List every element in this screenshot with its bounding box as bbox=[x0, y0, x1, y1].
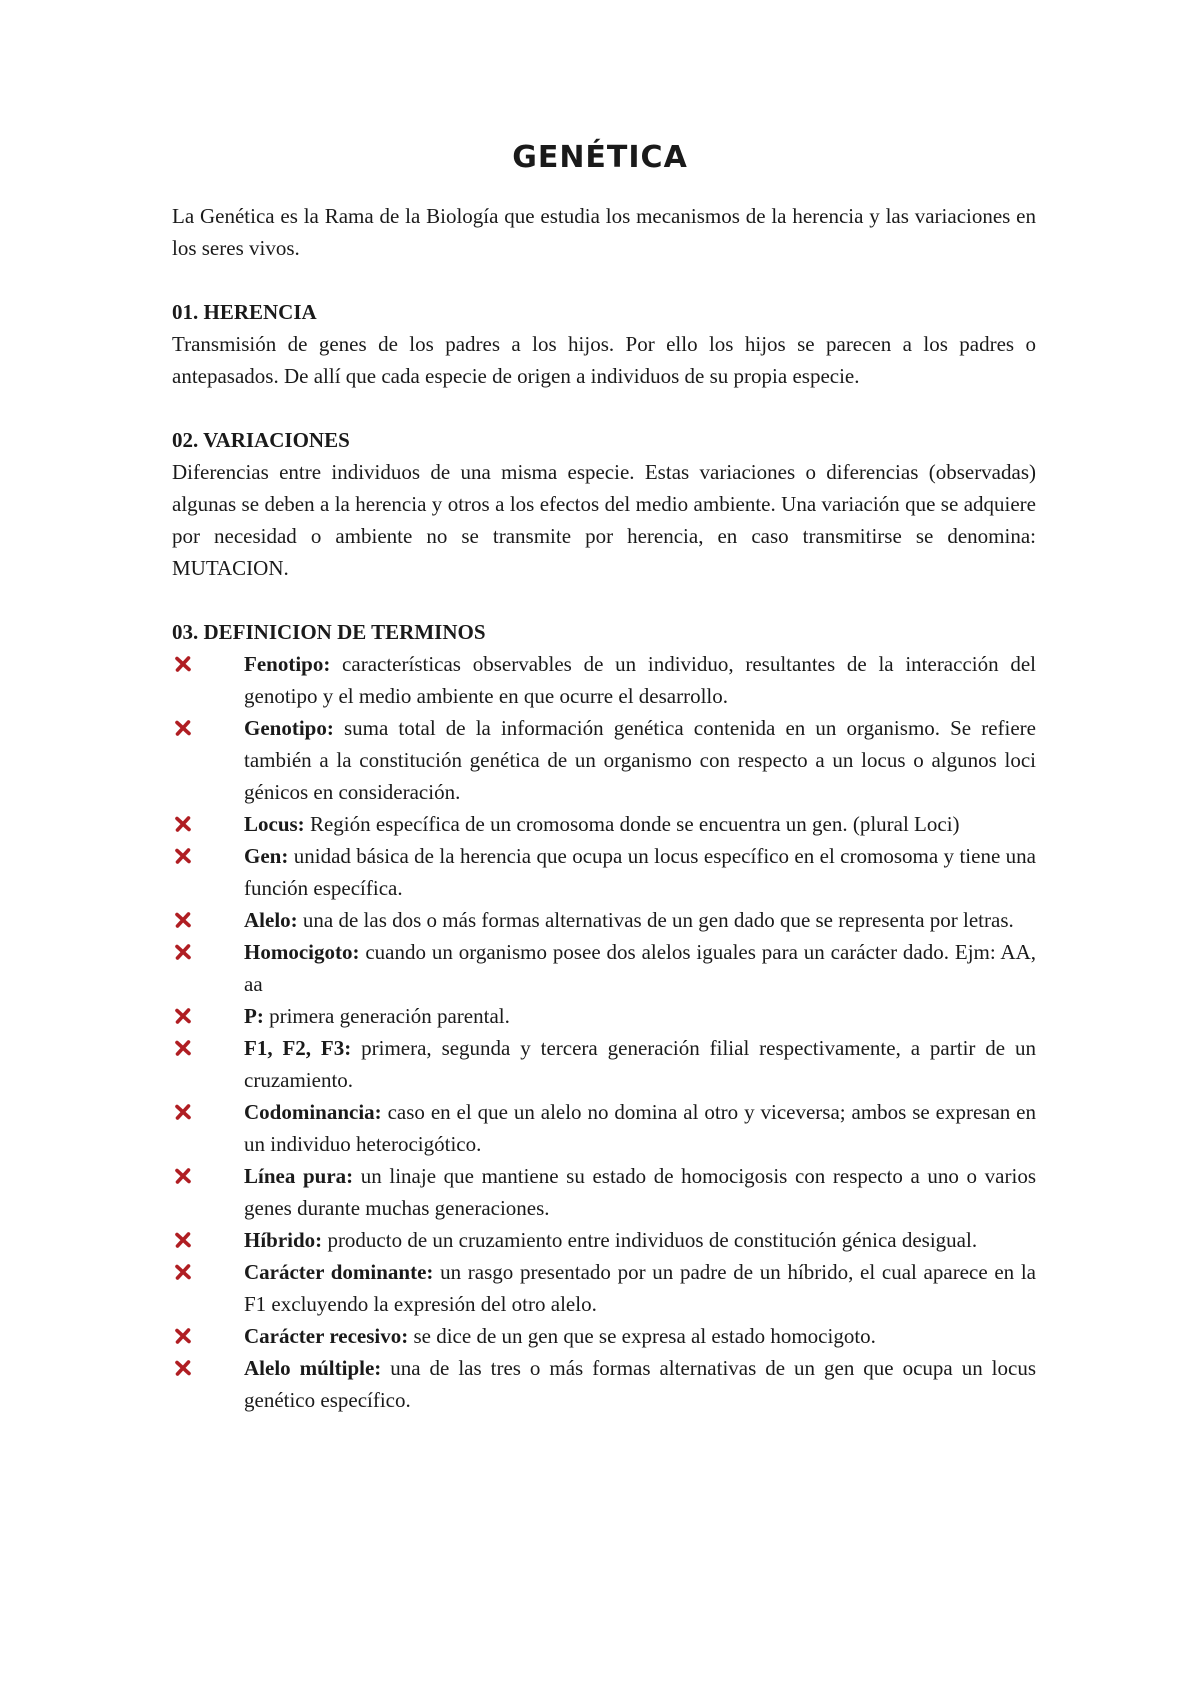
x-mark-icon bbox=[174, 808, 194, 840]
x-mark-icon bbox=[174, 648, 194, 680]
term-definition: características observables de un individuo, resultantes de la interacción del genotipo y el medio ambiente en que ocurre el desarrollo. bbox=[244, 652, 1036, 708]
term-name: Gen: bbox=[244, 844, 289, 868]
x-mark-icon bbox=[174, 712, 194, 744]
x-mark-icon bbox=[174, 1320, 194, 1352]
x-mark-icon bbox=[174, 1032, 194, 1064]
term-definition: Región específica de un cromosoma donde se encuentra un gen. (plural Loci) bbox=[304, 812, 960, 836]
term-item bbox=[172, 1224, 1036, 1256]
term-item bbox=[172, 1096, 1036, 1160]
x-mark-icon bbox=[174, 1224, 194, 1256]
section-definicion-de-terminos bbox=[172, 616, 1036, 1416]
x-mark-icon bbox=[174, 840, 194, 872]
document-body bbox=[172, 200, 1036, 1416]
term-definition: cuando un organismo posee dos alelos iguales para un carácter dado. Ejm: AA, aa bbox=[244, 940, 1036, 996]
term-item bbox=[172, 1320, 1036, 1352]
term-item bbox=[172, 648, 1036, 712]
term-item bbox=[172, 904, 1036, 936]
section-text: Diferencias entre individuos de una misma especie. Estas variaciones o diferencias (observadas) algunas se deben a la herencia y otros a los efectos del medio ambiente. Una variación que se adquiere por necesidad o ambiente no se transmite por herencia, en caso transmitirse se denomina: MUTACION. bbox=[172, 460, 1036, 580]
x-mark-icon bbox=[174, 1000, 194, 1032]
section-herencia bbox=[172, 296, 1036, 392]
term-name: Codominancia: bbox=[244, 1100, 382, 1124]
x-mark-icon bbox=[174, 1256, 194, 1288]
term-item bbox=[172, 808, 1036, 840]
term-name: Alelo: bbox=[244, 908, 298, 932]
term-name: Fenotipo: bbox=[244, 652, 331, 676]
term-name: Carácter dominante: bbox=[244, 1260, 434, 1284]
term-definition: se dice de un gen que se expresa al estado homocigoto. bbox=[408, 1324, 876, 1348]
term-name: Alelo múltiple: bbox=[244, 1356, 382, 1380]
term-definition: una de las tres o más formas alternativas de un gen que ocupa un locus genético específico. bbox=[244, 1356, 1036, 1412]
section-heading: 01. HERENCIA bbox=[172, 300, 317, 324]
term-definition: primera, segunda y tercera generación filial respectivamente, a partir de un cruzamiento. bbox=[244, 1036, 1036, 1092]
term-item bbox=[172, 936, 1036, 1000]
term-definition: un linaje que mantiene su estado de homocigosis con respecto a uno o varios genes durante muchas generaciones. bbox=[244, 1164, 1036, 1220]
term-name: P: bbox=[244, 1004, 264, 1028]
x-mark-icon bbox=[174, 904, 194, 936]
term-definition: una de las dos o más formas alternativas de un gen dado que se representa por letras. bbox=[297, 908, 1014, 932]
term-name: Homocigoto: bbox=[244, 940, 360, 964]
term-item bbox=[172, 1352, 1036, 1416]
term-definition: suma total de la información genética contenida en un organismo. Se refiere también a la constitución genética de un organismo con respecto a un locus o algunos loci génicos en consideración. bbox=[244, 716, 1036, 804]
term-item bbox=[172, 1000, 1036, 1032]
term-item bbox=[172, 840, 1036, 904]
section-heading: 02. VARIACIONES bbox=[172, 428, 350, 452]
term-name: Carácter recesivo: bbox=[244, 1324, 409, 1348]
x-mark-icon bbox=[174, 1096, 194, 1128]
x-mark-icon bbox=[174, 936, 194, 968]
term-definition: primera generación parental. bbox=[263, 1004, 510, 1028]
term-name: F1, F2, F3: bbox=[244, 1036, 352, 1060]
section-variaciones bbox=[172, 424, 1036, 584]
term-definition: producto de un cruzamiento entre individuos de constitución génica desigual. bbox=[322, 1228, 978, 1252]
term-item bbox=[172, 712, 1036, 808]
term-name: Línea pura: bbox=[244, 1164, 354, 1188]
page-title: GENÉTICA bbox=[512, 140, 688, 175]
term-definition: un rasgo presentado por un padre de un híbrido, el cual aparece en la F1 excluyendo la expresión del otro alelo. bbox=[244, 1260, 1036, 1316]
term-item bbox=[172, 1256, 1036, 1320]
term-item bbox=[172, 1032, 1036, 1096]
term-definition: caso en el que un alelo no domina al otro y viceversa; ambos se expresan en un individuo heterocigótico. bbox=[244, 1100, 1036, 1156]
intro-paragraph: La Genética es la Rama de la Biología que estudia los mecanismos de la herencia y las variaciones en los seres vivos. bbox=[172, 204, 1036, 260]
term-name: Genotipo: bbox=[244, 716, 334, 740]
section-text: Transmisión de genes de los padres a los hijos. Por ello los hijos se parecen a los padres o antepasados. De allí que cada especie de origen a individuos de su propia especie. bbox=[172, 332, 1036, 388]
term-definition: unidad básica de la herencia que ocupa un locus específico en el cromosoma y tiene una función específica. bbox=[244, 844, 1036, 900]
terms-list bbox=[172, 648, 1036, 1416]
x-mark-icon bbox=[174, 1352, 194, 1384]
term-name: Locus: bbox=[244, 812, 305, 836]
section-heading: 03. DEFINICION DE TERMINOS bbox=[172, 620, 486, 644]
term-name: Híbrido: bbox=[244, 1228, 323, 1252]
x-mark-icon bbox=[174, 1160, 194, 1192]
term-item bbox=[172, 1160, 1036, 1224]
